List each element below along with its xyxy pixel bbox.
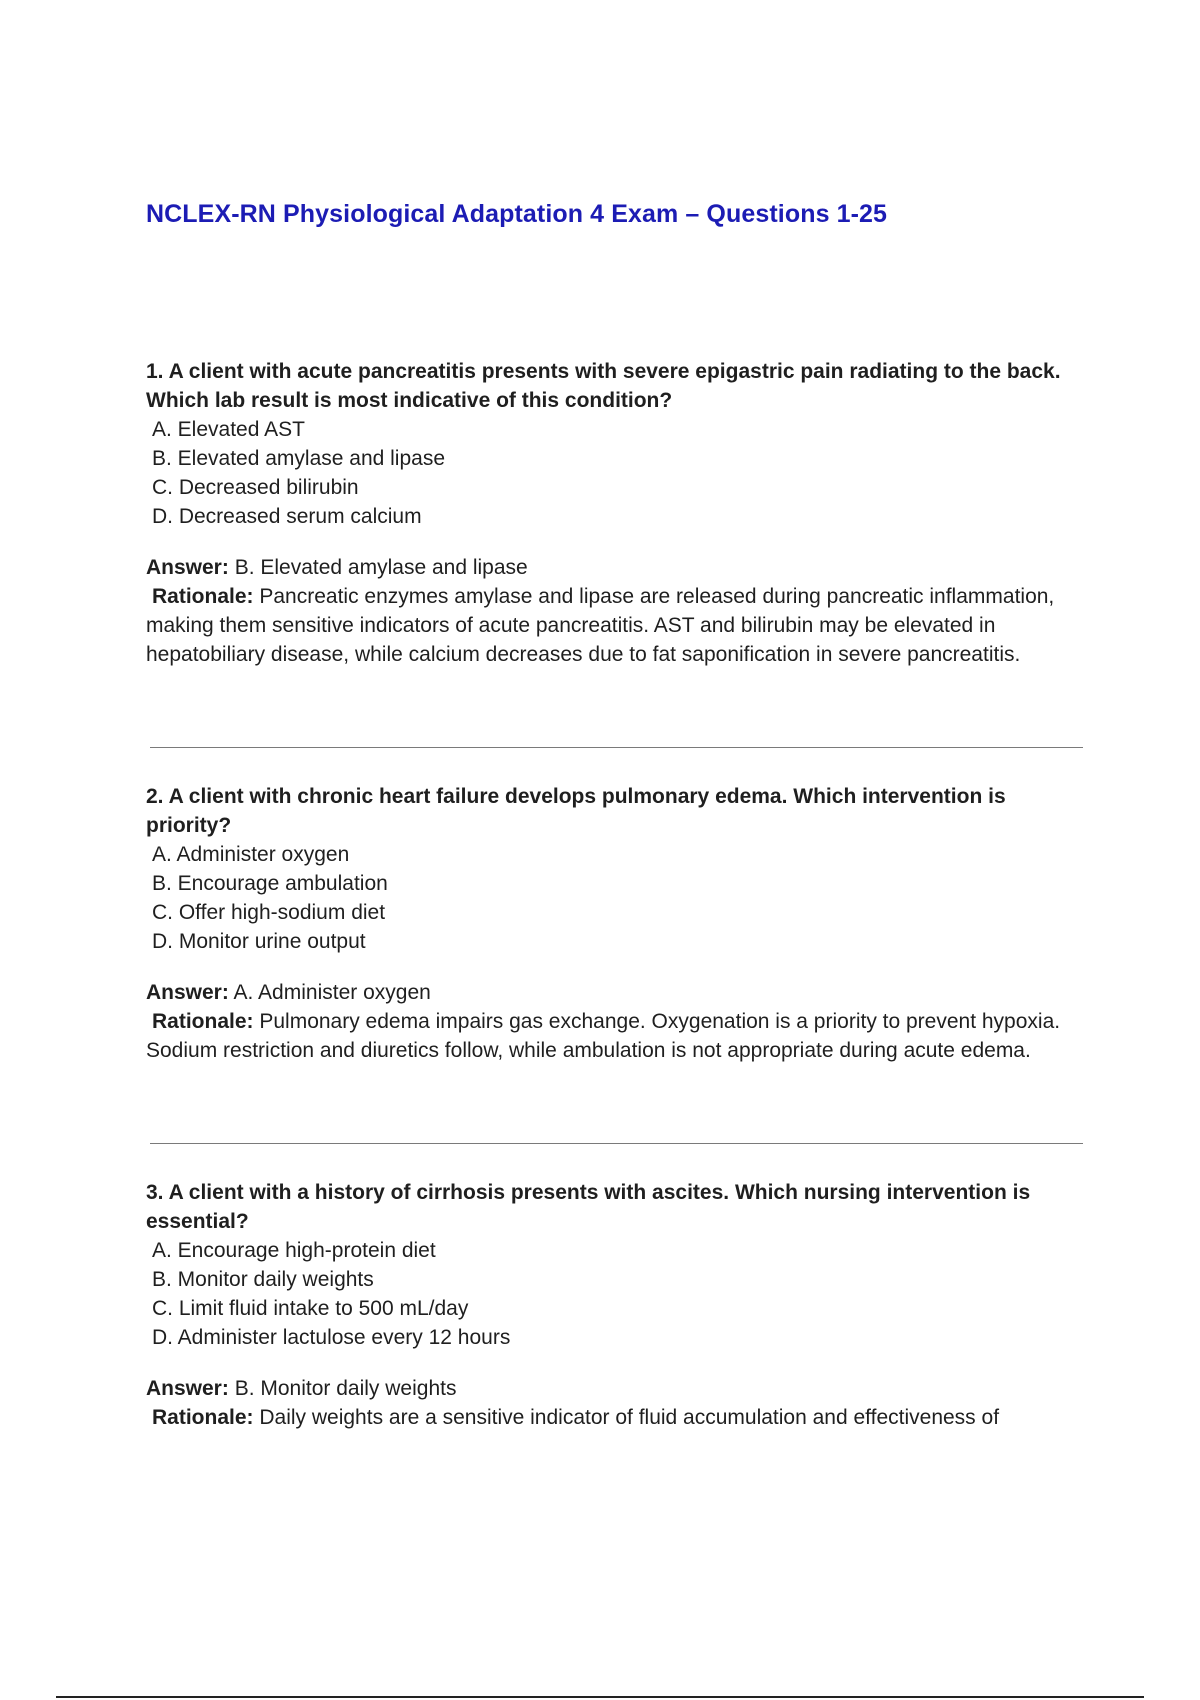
divider: [150, 747, 1083, 748]
option-b: B. Encourage ambulation: [152, 872, 388, 895]
page-title: NCLEX-RN Physiological Adaptation 4 Exam – Questions 1-25: [146, 200, 888, 228]
rationale-label: Rationale:: [152, 585, 254, 608]
question-block-2: [146, 782, 1096, 1065]
option-c: C. Limit fluid intake to 500 mL/day: [152, 1297, 469, 1320]
answer-value: B. Elevated amylase and lipase: [228, 556, 528, 579]
question-block-3: [146, 1178, 1096, 1432]
answer-label: Answer:: [146, 556, 229, 579]
question-text: 1. A client with acute pancreatitis presents with severe epigastric pain radiating to the back. Which lab result is most indicative of this condition?: [146, 360, 1061, 412]
question-block-1: [146, 357, 1096, 669]
answer-line: [146, 1374, 1096, 1403]
option-d: D. Decreased serum calcium: [152, 505, 422, 528]
question-text: 3. A client with a history of cirrhosis presents with ascites. Which nursing intervention is essential?: [146, 1181, 1031, 1233]
answer-line: [146, 978, 1096, 1007]
divider: [150, 1143, 1083, 1144]
option-c: C. Offer high-sodium diet: [152, 901, 386, 924]
answer-line: [146, 553, 1096, 582]
rationale-label: Rationale:: [152, 1406, 254, 1429]
answer-value: A. Administer oxygen: [228, 981, 431, 1004]
answer-value: B. Monitor daily weights: [228, 1377, 457, 1400]
option-d: D. Monitor urine output: [152, 930, 366, 953]
option-b: B. Monitor daily weights: [152, 1268, 374, 1291]
rationale: [146, 1007, 1096, 1065]
option-a: A. Elevated AST: [152, 418, 305, 441]
option-a: A. Administer oxygen: [152, 843, 350, 866]
option-list: [146, 840, 1096, 956]
rationale-text: Daily weights are a sensitive indicator of fluid accumulation and effectiveness of: [253, 1406, 1000, 1429]
rationale: [146, 582, 1096, 669]
rationale-text: Pancreatic enzymes amylase and lipase are released during pancreatic inflammation, making them sensitive indicators of acute pancreatitis. AST and bilirubin may be elevated in hepatobiliary disease, while calcium decreases due to fat saponification in severe pancreatitis.: [146, 585, 1055, 666]
rationale: [146, 1403, 1096, 1432]
option-b: B. Elevated amylase and lipase: [152, 447, 446, 470]
option-d: D. Administer lactulose every 12 hours: [152, 1326, 511, 1349]
rationale-text: Pulmonary edema impairs gas exchange. Oxygenation is a priority to prevent hypoxia. Sodium restriction and diuretics follow, while ambulation is not appropriate during acute edema.: [146, 1010, 1061, 1062]
page-bottom-rule: [56, 1696, 1144, 1698]
question-text: 2. A client with chronic heart failure develops pulmonary edema. Which intervention is priority?: [146, 785, 1006, 837]
option-list: [146, 415, 1096, 531]
option-list: [146, 1236, 1096, 1352]
answer-label: Answer:: [146, 981, 229, 1004]
answer-label: Answer:: [146, 1377, 229, 1400]
option-c: C. Decreased bilirubin: [152, 476, 359, 499]
option-a: A. Encourage high-protein diet: [152, 1239, 436, 1262]
rationale-label: Rationale:: [152, 1010, 254, 1033]
